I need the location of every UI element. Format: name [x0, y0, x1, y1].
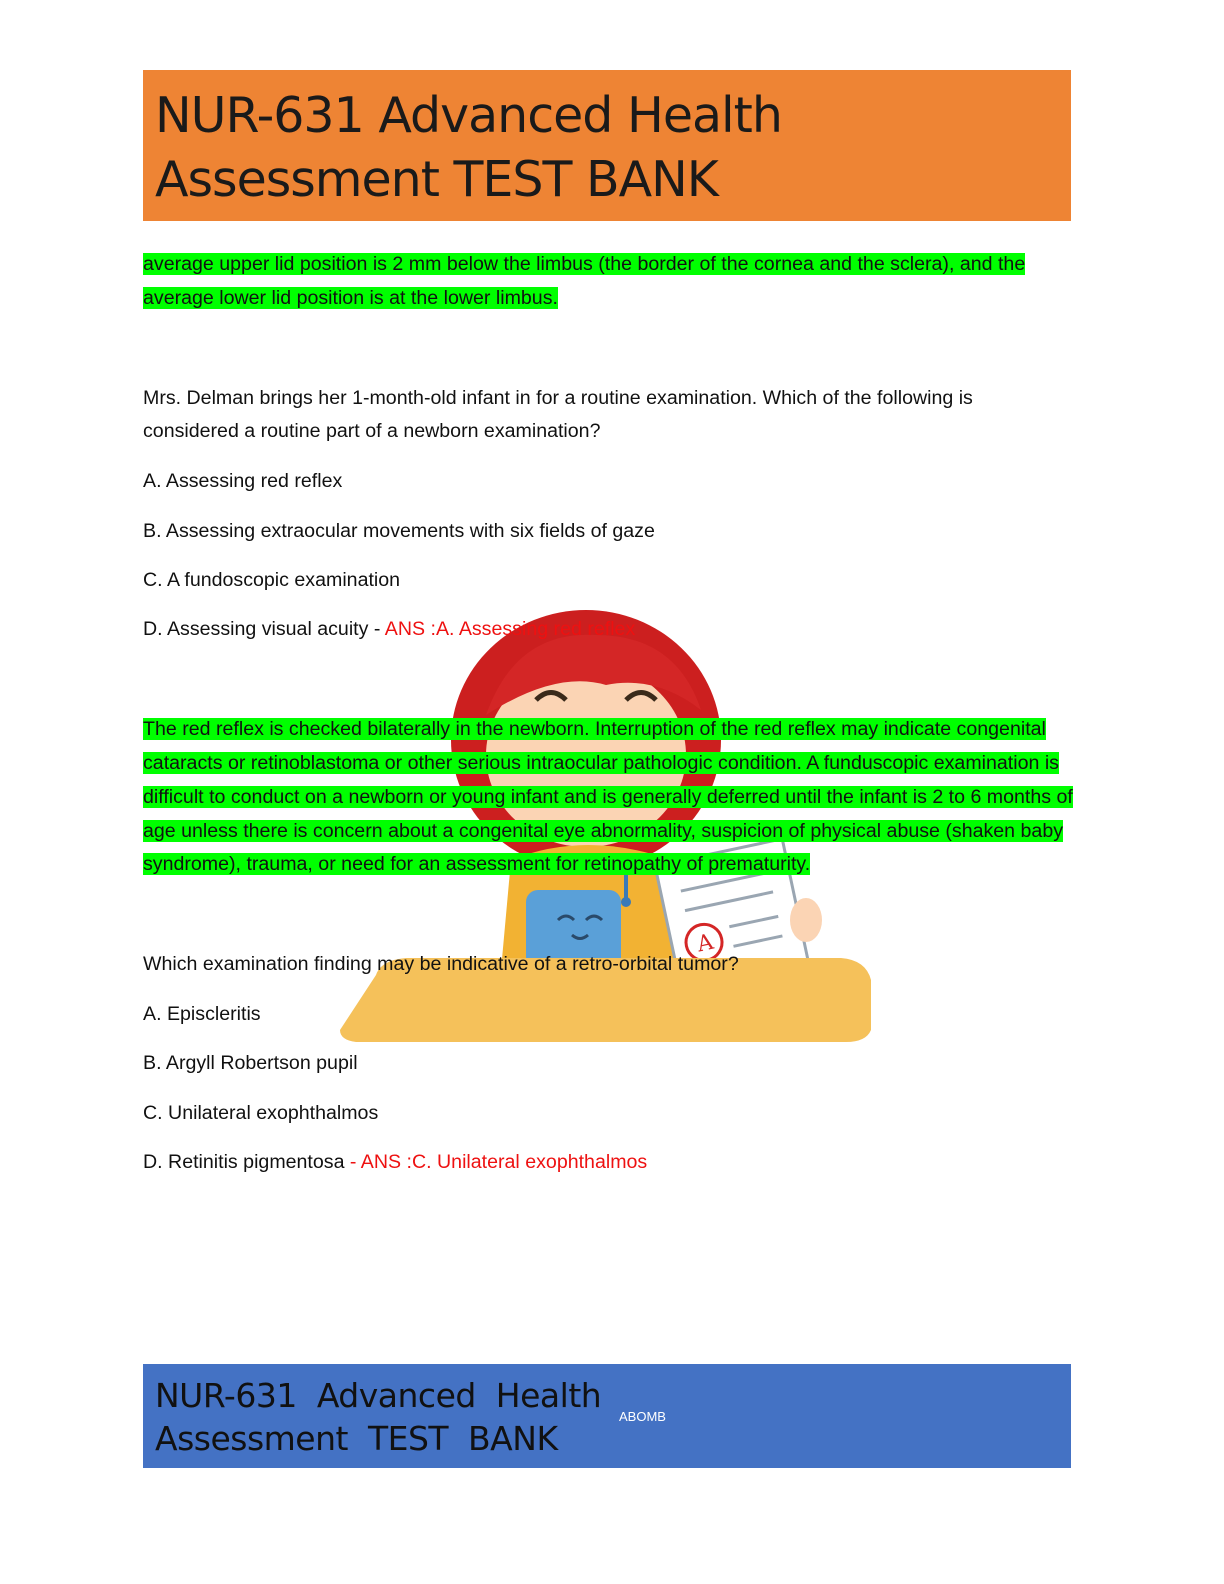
- answer-option-a: A. Episcleritis: [143, 1002, 261, 1025]
- header-banner: [143, 70, 1071, 221]
- document-body: [143, 248, 1073, 1180]
- answer-option-d: D. Assessing visual acuity -: [143, 618, 385, 641]
- question-stem: Mrs. Delman brings her 1-month-old infant in for a routine examination. Which of the following is considered a routine part of a newborn examination?: [143, 386, 973, 443]
- rationale-paragraph: [143, 713, 1073, 882]
- grade-mark: A: [694, 929, 716, 958]
- rationale-paragraph: [143, 248, 1073, 316]
- answer-option-c: C. A fundoscopic examination: [143, 568, 401, 591]
- footer-brand: ABOMB: [619, 1409, 666, 1424]
- correct-answer: ANS :A. Assessing red reflex: [384, 618, 636, 641]
- highlighted-rationale: The red reflex is checked bilaterally in the newborn. Interruption of the red reflex may indicate congenital cataracts or retinoblastoma or other serious intraocular pathologic condition. A funduscopic examination is difficult to conduct on a newborn or young infant and is generally deferred until the infant is 2 to 6 months of age unless there is concern about a congenital eye abnormality, suspicion of physical abuse (shaken baby syndrome), trauma, or need for an assessment for retinopathy of prematurity.: [143, 718, 1073, 876]
- answer-option-b: B. Assessing extraocular movements with six fields of gaze: [143, 519, 655, 542]
- answer-option-d-line: [143, 613, 1073, 647]
- highlighted-rationale: average upper lid position is 2 mm below the limbus (the border of the cornea and the sclera), and the average lower lid position is at the lower limbus.: [143, 253, 1026, 309]
- answer-option-c: C. Unilateral exophthalmos: [143, 1101, 379, 1124]
- answer-option-d-line: [143, 1146, 1073, 1180]
- answer-option-b: B. Argyll Robertson pupil: [143, 1052, 358, 1075]
- answer-option-d: D. Retinitis pigmentosa: [143, 1151, 350, 1174]
- footer-title: NUR-631 Advanced Health Assessment TEST BANK: [155, 1376, 602, 1458]
- correct-answer: - ANS :C. Unilateral exophthalmos: [349, 1151, 648, 1174]
- document-title: NUR-631 Advanced Health Assessment TEST BANK: [155, 87, 782, 208]
- footer-banner: [143, 1364, 1071, 1468]
- answer-option-a: A. Assessing red reflex: [143, 470, 343, 493]
- question-stem: Which examination finding may be indicative of a retro-orbital tumor?: [143, 953, 739, 976]
